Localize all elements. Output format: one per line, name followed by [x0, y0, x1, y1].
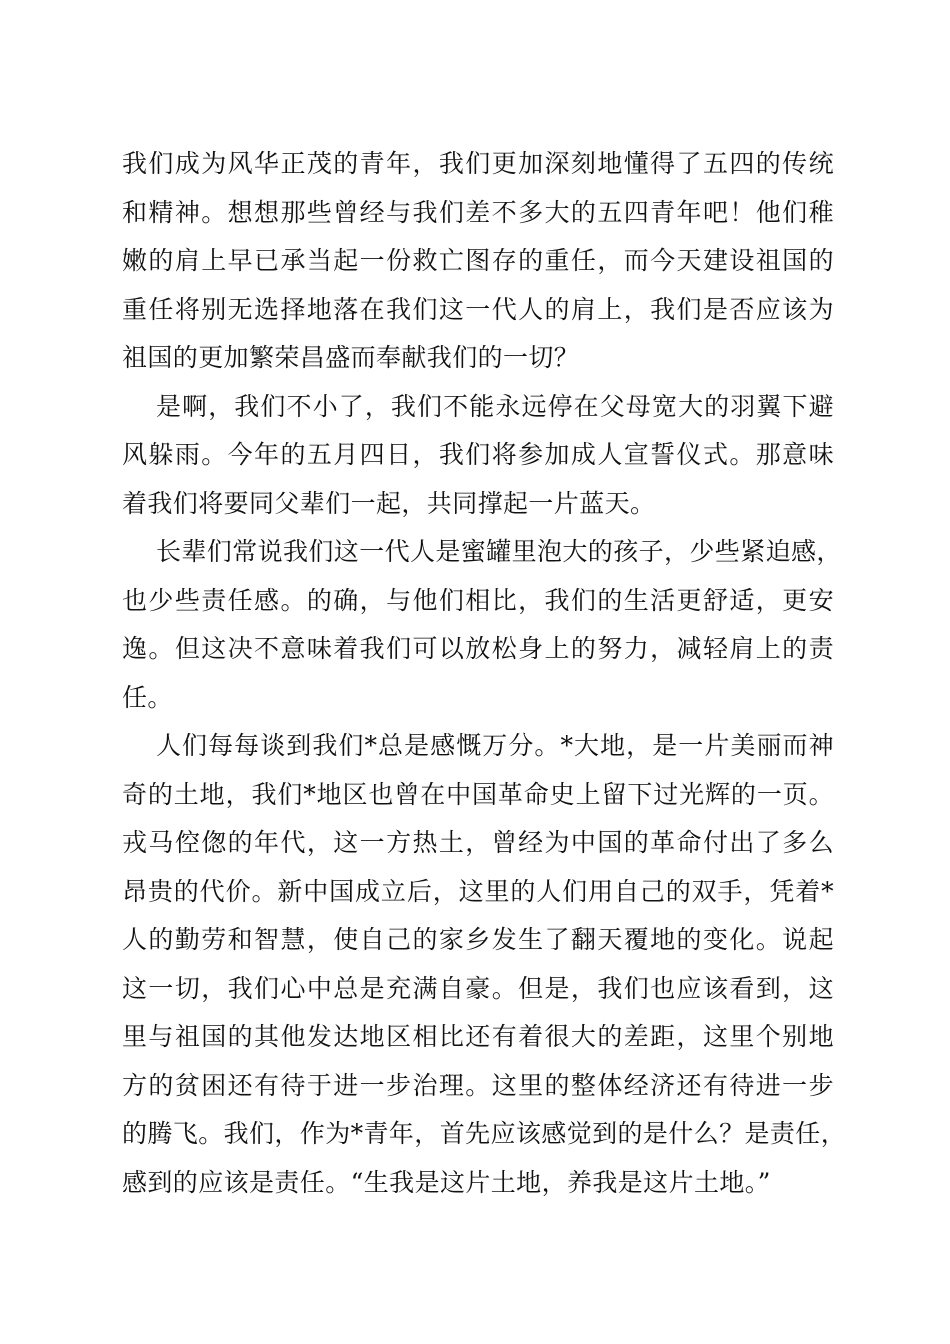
paragraph-3-line-3: 逸。但这决不意味着我们可以放松身上的努力，减轻肩上的责: [122, 634, 834, 663]
paragraph-3-line-2: 也少些责任感。的确，与他们相比，我们的生活更舒适，更安: [122, 585, 834, 615]
paragraph-1-line-2: 和精神。想想那些曾经与我们差不多大的五四青年吧！他们稚: [122, 197, 834, 227]
paragraph-1-line-4: 重任将别无选择地落在我们这一代人的肩上，我们是否应该为: [122, 294, 834, 324]
paragraph-2-line-3: 着我们将要同父辈们一起，共同撑起一片蓝天。: [122, 488, 656, 518]
paragraph-4-line-7: 里与祖国的其他发达地区相比还有着很大的差距，这里个别地: [122, 1022, 834, 1051]
paragraph-4-line-1: 人们每每谈到我们*总是感慨万分。*大地，是一片美丽而神: [156, 731, 834, 760]
paragraph-1-line-1: 我们成为风华正茂的青年，我们更加深刻地懂得了五四的传统: [122, 149, 834, 178]
paragraph-4-line-2: 奇的土地，我们*地区也曾在中国革命史上留下过光辉的一页。: [122, 779, 834, 809]
paragraph-3-line-4: 任。: [122, 682, 173, 712]
paragraph-1-line-3: 嫩的肩上早已承当起一份救亡图存的重任，而今天建设祖国的: [122, 246, 834, 275]
paragraph-4-line-4: 昂贵的代价。新中国成立后，这里的人们用自己的双手，凭着*: [122, 876, 834, 906]
paragraph-4-line-6: 这一切，我们心中总是充满自豪。但是，我们也应该看到，这: [122, 973, 834, 1003]
paragraph-2-line-1: 是啊，我们不小了，我们不能永远停在父母宽大的羽翼下避: [156, 391, 834, 421]
paragraph-3-line-1: 长辈们常说我们这一代人是蜜罐里泡大的孩子，少些紧迫感，: [156, 537, 842, 566]
paragraph-4-line-5: 人的勤劳和智慧，使自己的家乡发生了翻天覆地的变化。说起: [122, 925, 834, 954]
paragraph-1-line-5: 祖国的更加繁荣昌盛而奉献我们的一切？: [122, 343, 580, 372]
paragraph-4-line-3: 戎马倥偬的年代，这一方热土，曾经为中国的革命付出了多么: [122, 828, 834, 857]
paragraph-4-line-9: 的腾飞。我们，作为*青年，首先应该感觉到的是什么？是责任，: [122, 1119, 847, 1148]
paragraph-4-line-10: 感到的应该是责任。“生我是这片土地，养我是这片土地。”: [122, 1167, 771, 1197]
paragraph-2-line-2: 风躲雨。今年的五月四日，我们将参加成人宣誓仪式。那意味: [122, 440, 834, 469]
paragraph-4-line-8: 方的贫困还有待于进一步治理。这里的整体经济还有待进一步: [122, 1070, 834, 1100]
document-body: [122, 140, 847, 1207]
